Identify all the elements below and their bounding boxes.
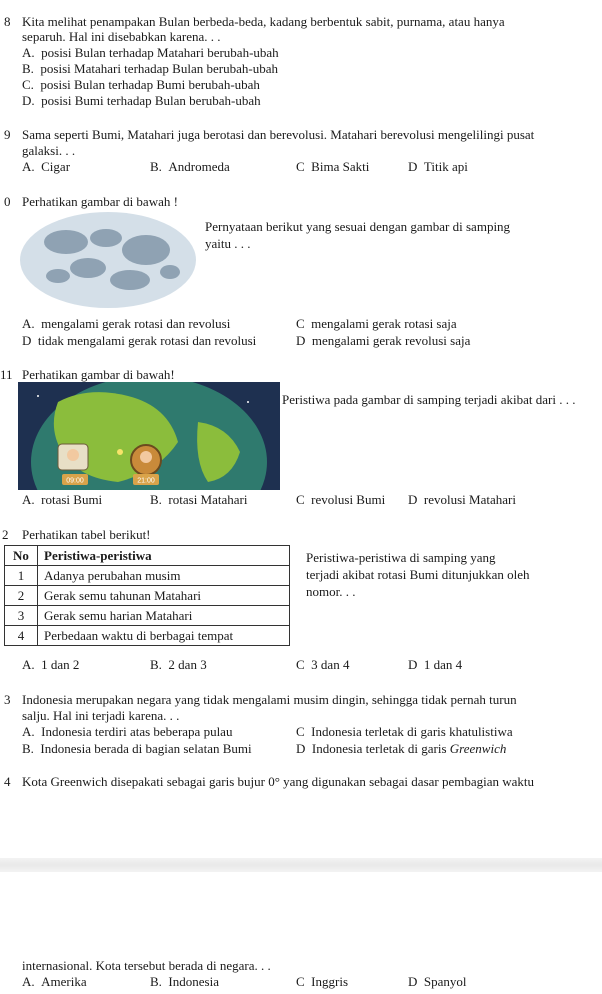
q13-option-d-italic: Greenwich [449, 741, 507, 756]
table-row [5, 626, 290, 646]
q8-option-b-letter: B. [22, 61, 34, 76]
sleeping-person-icon [140, 451, 152, 463]
q11-option-a-letter: A. [22, 492, 35, 507]
page-gap-divider [0, 858, 602, 872]
q9-option-a-text: Cigar [41, 159, 71, 174]
q14-text-line2: internasional. Kota tersebut berada di negara. . . [22, 958, 271, 973]
q12-statement-line3: nomor. . . [306, 584, 356, 599]
q9-option-a[interactable] [22, 159, 70, 174]
q8-option-c-text: posisi Bulan terhadap Bumi berubah-ubah [40, 77, 260, 92]
moon-crater [46, 269, 70, 283]
q8-option-a[interactable] [22, 45, 279, 60]
q10-text: Perhatikan gambar di bawah ! [22, 194, 178, 209]
q9-text-line1: Sama seperti Bumi, Matahari juga berotasi dan berevolusi. Matahari berevolusi mengelilingi pusat [22, 127, 535, 142]
q12-option-a-text: 1 dan 2 [41, 657, 80, 672]
moon-crater [70, 258, 106, 278]
table-row [5, 566, 290, 586]
q11-option-c-letter: C [296, 492, 305, 507]
q14-option-a-text: Amerika [41, 974, 87, 989]
q8-text-line2: separuh. Hal ini disebabkan karena. . . [22, 29, 221, 44]
q8-option-c-letter: C. [22, 77, 34, 92]
q13-option-b-letter: B. [22, 741, 34, 756]
q11-option-b[interactable] [150, 492, 247, 507]
q9-option-b-letter: B. [150, 159, 162, 174]
star [37, 395, 39, 397]
q11-option-b-letter: B. [150, 492, 162, 507]
q14-option-d-text: Spanyol [423, 974, 467, 989]
q14-text-line1: Kota Greenwich disepakati sebagai garis bujur 0° yang digunakan sebagai dasar pembagian waktu [22, 774, 535, 789]
q13-text-line1: Indonesia merupakan negara yang tidak mengalami musim dingin, sehingga tidak pernah turun [22, 692, 517, 707]
q10-option-d2-text: mengalami gerak revolusi saja [311, 333, 471, 348]
q13-number: 3 [4, 692, 11, 707]
q13-option-d[interactable] [296, 741, 506, 756]
q14-option-c-letter: C [296, 974, 305, 989]
q14-option-b[interactable] [150, 974, 219, 989]
moon-image [18, 210, 198, 310]
q14-option-b-text: Indonesia [168, 974, 219, 989]
q11-option-c[interactable] [296, 492, 385, 507]
q10-option-c-letter: C [296, 316, 305, 331]
q9-option-d-letter: D [408, 159, 418, 174]
events-table [4, 545, 290, 646]
moon-crater [110, 270, 150, 290]
q13-option-b-text: Indonesia berada di bagian selatan Bumi [40, 741, 252, 756]
table-cell-no: 3 [5, 606, 38, 626]
q13-option-a[interactable] [22, 724, 232, 739]
table-cell-no: 4 [5, 626, 38, 646]
q14-option-c[interactable] [296, 974, 348, 989]
q12-option-b-letter: B. [150, 657, 162, 672]
q10-option-d2[interactable] [296, 333, 470, 348]
q8-option-d-letter: D. [22, 93, 35, 108]
table-cell-event: Adanya perubahan musim [38, 566, 290, 586]
q12-statement-line2: terjadi akibat rotasi Bumi ditunjukkan oleh [306, 567, 530, 582]
q13-option-d-text: Indonesia terletak di garis [311, 741, 447, 756]
q8-option-b[interactable] [22, 61, 278, 76]
moon-crater [44, 230, 88, 254]
moon-crater [122, 235, 170, 265]
q10-option-a[interactable] [22, 316, 230, 331]
table-row [5, 606, 290, 626]
moon-crater [90, 229, 122, 247]
q11-option-c-text: revolusi Bumi [311, 492, 386, 507]
q10-option-d1[interactable] [22, 333, 256, 348]
q9-text-line2: galaksi. . . [22, 143, 76, 158]
q13-option-d-letter: D [296, 741, 306, 756]
q10-option-d1-text: tidak mengalami gerak rotasi dan revolusi [37, 333, 257, 348]
q13-option-c-text: Indonesia terletak di garis khatulistiwa [311, 724, 513, 739]
q10-option-c[interactable] [296, 316, 457, 331]
q12-option-c-letter: C [296, 657, 305, 672]
q14-number: 4 [4, 774, 11, 789]
earth-time-image [18, 382, 280, 490]
q11-number: 11 [0, 367, 13, 382]
q14-option-d-letter: D [408, 974, 418, 989]
clock-morning-label: 09:00 [66, 477, 84, 485]
q9-option-b[interactable] [150, 159, 230, 174]
q12-option-d-text: 1 dan 4 [423, 657, 463, 672]
q14-option-c-text: Inggris [311, 974, 349, 989]
table-cell-event: Gerak semu tahunan Matahari [38, 586, 290, 606]
q10-option-d2-letter: D [296, 333, 306, 348]
person-head-icon [67, 449, 79, 461]
q9-number: 9 [4, 127, 11, 142]
q10-option-c-text: mengalami gerak rotasi saja [311, 316, 457, 331]
q14-option-d[interactable] [408, 974, 467, 989]
q8-option-a-letter: A. [22, 45, 35, 60]
q10-number: 0 [4, 194, 11, 209]
q8-text-line1: Kita melihat penampakan Bulan berbeda-beda, kadang berbentuk sabit, purnama, atau hanya [22, 14, 505, 29]
q11-option-b-text: rotasi Matahari [168, 492, 248, 507]
q9-option-c[interactable] [296, 159, 369, 174]
q14-option-a-letter: A. [22, 974, 35, 989]
q13-text-line2: salju. Hal ini terjadi karena. . . [22, 708, 180, 723]
q9-option-c-letter: C [296, 159, 305, 174]
q13-option-b[interactable] [22, 741, 252, 756]
q11-option-d[interactable] [408, 492, 516, 507]
q11-option-a[interactable] [22, 492, 102, 507]
table-cell-event: Perbedaan waktu di berbagai tempat [38, 626, 290, 646]
q10-option-a-letter: A. [22, 316, 35, 331]
q9-option-a-letter: A. [22, 159, 35, 174]
q9-option-d[interactable] [408, 159, 468, 174]
q11-option-a-text: rotasi Bumi [41, 492, 103, 507]
q8-option-a-text: posisi Bulan terhadap Matahari berubah-ubah [41, 45, 279, 60]
q8-option-c[interactable] [22, 77, 260, 92]
table-cell-no: 1 [5, 566, 38, 586]
q11-option-d-letter: D [408, 492, 418, 507]
q11-text: Perhatikan gambar di bawah! [22, 367, 175, 382]
q12-statement-line1: Peristiwa-peristiwa di samping yang [306, 550, 496, 565]
q8-number: 8 [4, 14, 11, 29]
table-cell-no: 2 [5, 586, 38, 606]
q12-option-b-text: 2 dan 3 [168, 657, 207, 672]
q13-option-a-text: Indonesia terdiri atas beberapa pulau [41, 724, 233, 739]
q11-statement: Peristiwa pada gambar di samping terjadi akibat dari . . . [282, 392, 576, 407]
q9-option-c-text: Bima Sakti [311, 159, 370, 174]
table-header-row [5, 546, 290, 566]
star [247, 401, 249, 403]
q12-option-c[interactable] [296, 657, 349, 672]
q10-statement-line1: Pernyataan berikut yang sesuai dengan gambar di samping [205, 219, 511, 234]
q8-option-d[interactable] [22, 93, 261, 108]
clock-night-label: 21:00 [137, 477, 155, 485]
q12-option-d-letter: D [408, 657, 418, 672]
q9-option-b-text: Andromeda [168, 159, 230, 174]
q12-number: 2 [2, 527, 9, 542]
q13-option-c[interactable] [296, 724, 513, 739]
q12-text: Perhatikan tabel berikut! [22, 527, 151, 542]
q12-option-d[interactable] [408, 657, 462, 672]
q13-option-a-letter: A. [22, 724, 35, 739]
q13-option-c-letter: C [296, 724, 305, 739]
q12-option-a-letter: A. [22, 657, 35, 672]
table-row [5, 586, 290, 606]
q9-option-d-text: Titik api [423, 159, 468, 174]
q14-option-a[interactable] [22, 974, 87, 989]
q8-option-b-text: posisi Matahari terhadap Bulan berubah-ubah [40, 61, 278, 76]
table-header-no: No [5, 546, 38, 566]
q12-option-a[interactable] [22, 657, 79, 672]
q10-option-d1-letter: D [22, 333, 32, 348]
q10-statement-line2: yaitu . . . [205, 236, 251, 251]
q14-option-b-letter: B. [150, 974, 162, 989]
table-header-events: Peristiwa-peristiwa [38, 546, 290, 566]
sun-icon [117, 449, 123, 455]
table-cell-event: Gerak semu harian Matahari [38, 606, 290, 626]
moon-crater [160, 265, 180, 279]
moon-disc [20, 212, 196, 308]
q10-option-a-text: mengalami gerak rotasi dan revolusi [41, 316, 231, 331]
q12-option-c-text: 3 dan 4 [311, 657, 350, 672]
q8-option-d-text: posisi Bumi terhadap Bulan berubah-ubah [41, 93, 261, 108]
q12-option-b[interactable] [150, 657, 207, 672]
q11-option-d-text: revolusi Matahari [423, 492, 516, 507]
